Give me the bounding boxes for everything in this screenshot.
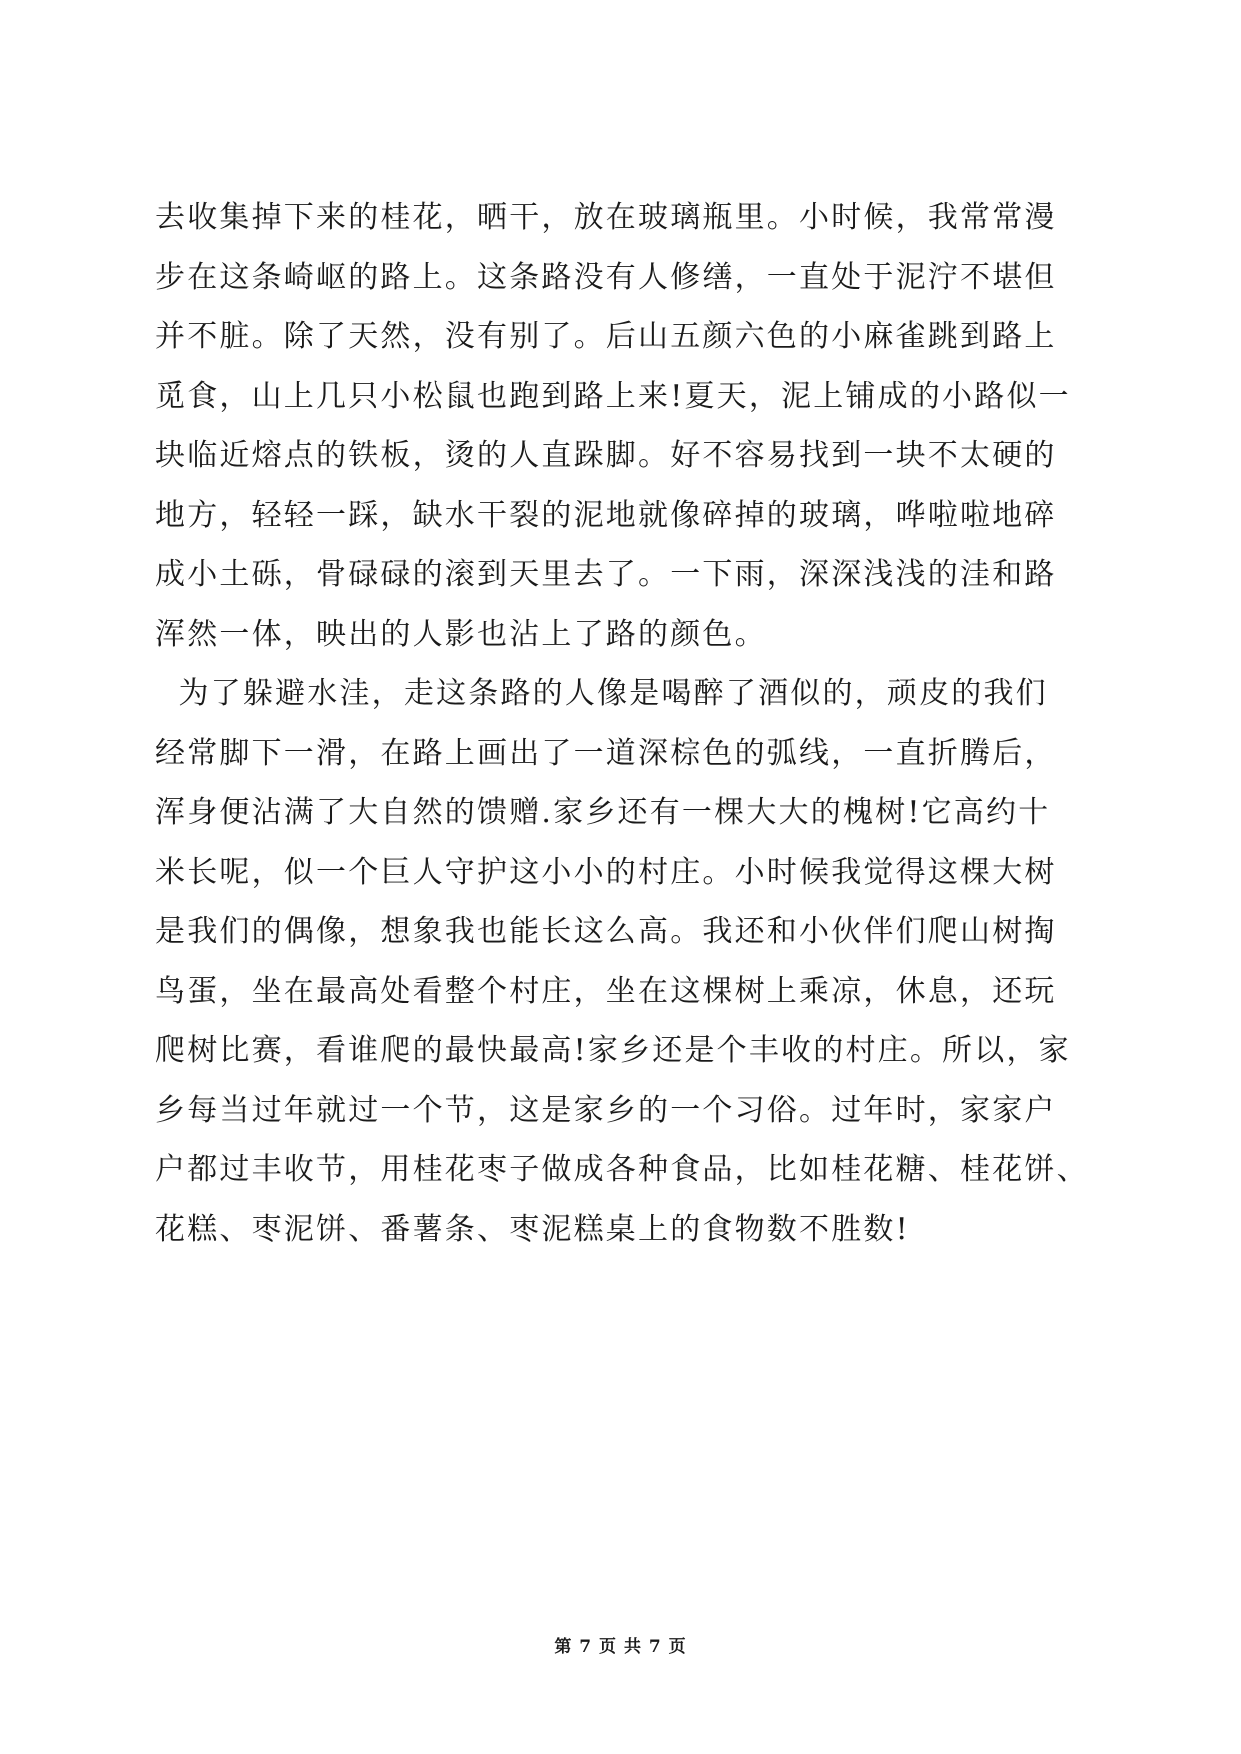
text-line: 浑身便沾满了大自然的馈赠.家乡还有一棵大大的槐树!它高约十 — [155, 795, 1051, 830]
text-line: 米长呢，似一个巨人守护这小小的村庄。小时候我觉得这棵大树 — [155, 854, 1057, 890]
text-line: 块临近熔点的铁板，烫的人直跺脚。好不容易找到一块不太硬的 — [155, 438, 1057, 473]
text-line: 爬树比赛，看谁爬的最快最高!家乡还是个丰收的村庄。所以，家 — [155, 1033, 1071, 1068]
text-line: 户都过丰收节，用桂花枣子做成各种食品，比如桂花糖、桂花饼、 — [155, 1152, 1089, 1187]
body-text — [155, 188, 1095, 1259]
text-line: 乡每当过年就过一个节，这是家乡的一个习俗。过年时，家家户 — [155, 1092, 1057, 1128]
text-line: 浑然一体，映出的人影也沾上了路的颜色。 — [155, 616, 767, 652]
text-line: 鸟蛋，坐在最高处看整个村庄，坐在这棵树上乘凉，休息，还玩 — [155, 973, 1057, 1009]
text-line: 去收集掉下来的桂花，晒干，放在玻璃瓶里。小时候，我常常漫 — [155, 200, 1057, 235]
text-line: 花糕、枣泥饼、番薯条、枣泥糕桌上的食物数不胜数! — [155, 1211, 910, 1247]
text-line: 地方，轻轻一踩，缺水干裂的泥地就像碎掉的玻璃，哗啦啦地碎 — [155, 497, 1057, 533]
text-line: 为了躲避水洼，走这条路的人像是喝醉了酒似的，顽皮的我们 — [155, 676, 1048, 711]
text-line: 成小土砾，骨碌碌的滚到天里去了。一下雨，深深浅浅的洼和路 — [155, 557, 1057, 592]
text-line: 并不脏。除了天然，没有别了。后山五颜六色的小麻雀跳到路上 — [155, 319, 1057, 354]
text-line: 是我们的偶像，想象我也能长这么高。我还和小伙伴们爬山树掏 — [155, 914, 1057, 949]
text-line: 经常脚下一滑，在路上画出了一道深棕色的弧线，一直折腾后， — [155, 735, 1057, 771]
page-number-footer: 第 7 页 共 7 页 — [554, 1637, 687, 1657]
text-line: 步在这条崎岖的路上。这条路没有人修缮，一直处于泥泞不堪但 — [155, 259, 1057, 295]
text-line: 觅食，山上几只小松鼠也跑到路上来!夏天，泥上铺成的小路似一 — [155, 378, 1071, 414]
